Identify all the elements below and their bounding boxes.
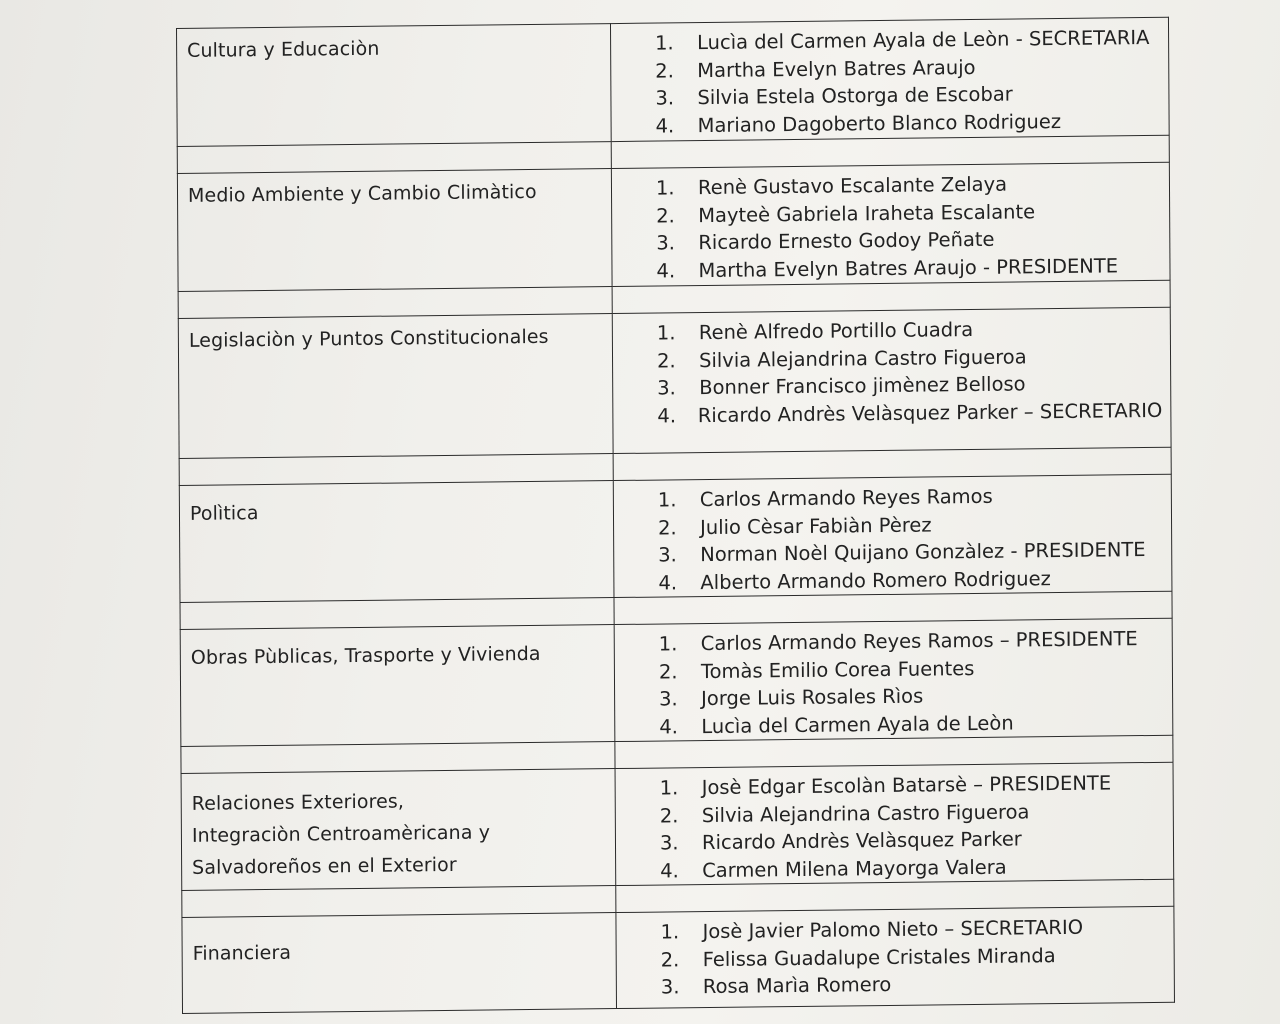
committee-name: Polìtica xyxy=(179,481,614,603)
member-number: 3. xyxy=(659,687,678,711)
member-name: Mayteè Gabriela Iraheta Escalante xyxy=(698,199,1036,227)
member-number: 1. xyxy=(655,31,674,55)
member-name: Carlos Armando Reyes Ramos xyxy=(699,484,993,512)
member-name: Carmen Milena Mayorga Valera xyxy=(702,855,1007,882)
member-item xyxy=(656,106,1161,139)
committees-table xyxy=(176,17,1175,1014)
committee-name: Cultura y Educaciòn xyxy=(177,24,612,147)
committee-row xyxy=(180,618,1173,746)
member-name: Ricardo Ernesto Godoy Peñate xyxy=(698,227,995,255)
member-list xyxy=(656,169,1162,285)
member-name: Renè Alfredo Portillo Cuadra xyxy=(698,317,974,345)
member-number: 1. xyxy=(657,488,677,512)
member-number: 3. xyxy=(656,231,676,255)
member-name: Silvia Alejandrina Castro Figueroa xyxy=(701,799,1030,827)
member-name: Carlos Armando Reyes Ramos – PRESIDENTE xyxy=(700,627,1138,656)
member-number: 3. xyxy=(660,975,680,999)
document-page xyxy=(176,17,1174,1004)
member-item xyxy=(660,769,1165,802)
member-number: 3. xyxy=(657,376,676,400)
member-number: 2. xyxy=(658,659,678,684)
member-name: Lucìa del Carmen Ayala de Leòn - SECRETARIA xyxy=(697,25,1150,55)
committee-members xyxy=(612,307,1171,453)
member-number: 1. xyxy=(658,632,678,656)
committee-name: Legislaciòn y Puntos Constitucionales xyxy=(178,314,613,459)
member-number: 2. xyxy=(659,803,679,828)
member-name: Ricardo Andrès Velàsquez Parker – SECRETARIO xyxy=(697,398,1163,427)
member-number: 4. xyxy=(656,258,676,283)
member-item xyxy=(656,251,1161,284)
member-number: 2. xyxy=(656,348,676,373)
member-list xyxy=(660,769,1166,885)
member-name: Martha Evelyn Batres Araujo xyxy=(697,55,976,82)
member-item xyxy=(657,396,1162,429)
member-name: Tomàs Emilio Corea Fuentes xyxy=(700,656,975,683)
member-number: 2. xyxy=(656,203,675,228)
committee-members xyxy=(610,17,1169,141)
member-number: 4. xyxy=(658,570,678,595)
committee-row xyxy=(178,307,1171,458)
member-name: Julio Cèsar Fabiàn Pèrez xyxy=(699,512,932,539)
member-name: Lucìa del Carmen Ayala de Leòn xyxy=(701,711,1014,738)
member-number: 3. xyxy=(658,543,677,567)
committee-row xyxy=(177,162,1170,291)
member-number: 3. xyxy=(655,86,675,110)
member-name: Josè Javier Palomo Nieto – SECRETARIO xyxy=(702,915,1084,944)
member-number: 2. xyxy=(660,947,680,972)
committees-table-body xyxy=(177,17,1175,1013)
committee-members xyxy=(616,906,1175,1008)
member-list xyxy=(660,913,1165,1001)
member-item xyxy=(658,536,1163,569)
member-name: Bonner Francisco jimènez Belloso xyxy=(699,372,1026,400)
committee-name: Financiera xyxy=(182,913,617,1014)
member-number: 1. xyxy=(656,321,676,345)
member-number: 4. xyxy=(660,858,679,883)
member-number: 4. xyxy=(659,714,678,739)
committee-members xyxy=(615,762,1174,885)
member-list xyxy=(657,314,1163,430)
member-list xyxy=(655,24,1161,140)
member-number: 4. xyxy=(657,403,677,428)
member-name: Felissa Guadalupe Cristales Miranda xyxy=(702,943,1056,971)
member-name: Jorge Luis Rosales Rìos xyxy=(701,684,924,711)
committee-row xyxy=(179,474,1172,602)
member-name: Norman Noèl Quijano Gonzàlez - PRESIDENTE xyxy=(700,538,1146,567)
member-item xyxy=(661,968,1166,1001)
committee-members xyxy=(613,474,1172,597)
committee-name: Obras Pùblicas, Trasporte y Vivienda xyxy=(180,625,615,747)
member-name: Alberto Armando Romero Rodriguez xyxy=(700,566,1051,594)
committee-members xyxy=(614,618,1173,741)
member-name: Mariano Dagoberto Blanco Rodriguez xyxy=(697,109,1062,137)
committee-name: Medio Ambiente y Cambio Climàtico xyxy=(177,169,612,292)
member-number: 4. xyxy=(655,113,675,138)
committee-row xyxy=(177,17,1170,146)
member-name: Renè Gustavo Escalante Zelaya xyxy=(697,172,1008,200)
member-number: 2. xyxy=(657,515,677,540)
member-item xyxy=(659,625,1164,658)
committee-row xyxy=(181,762,1174,890)
committee-members xyxy=(611,162,1170,286)
member-name: Rosa Marìa Romero xyxy=(702,972,892,999)
committee-row xyxy=(182,906,1175,1013)
member-list xyxy=(659,625,1165,741)
member-name: Martha Evelyn Batres Araujo - PRESIDENTE xyxy=(698,253,1119,282)
member-number: 1. xyxy=(660,920,680,944)
member-number: 2. xyxy=(655,58,674,83)
committee-name: Relaciones Exteriores, Integraciòn Centroamèricana y Salvadoreños en el Exterior xyxy=(181,769,616,891)
member-name: Josè Edgar Escolàn Batarsè – PRESIDENTE xyxy=(701,771,1112,800)
member-number: 3. xyxy=(659,831,679,855)
member-item xyxy=(655,24,1160,57)
member-number: 1. xyxy=(655,176,675,200)
member-name: Silvia Alejandrina Castro Figueroa xyxy=(698,344,1027,372)
member-name: Silvia Estela Ostorga de Escobar xyxy=(697,82,1013,110)
member-name: Ricardo Andrès Velàsquez Parker xyxy=(701,827,1022,855)
member-list xyxy=(658,481,1164,597)
member-number: 1. xyxy=(659,776,679,800)
